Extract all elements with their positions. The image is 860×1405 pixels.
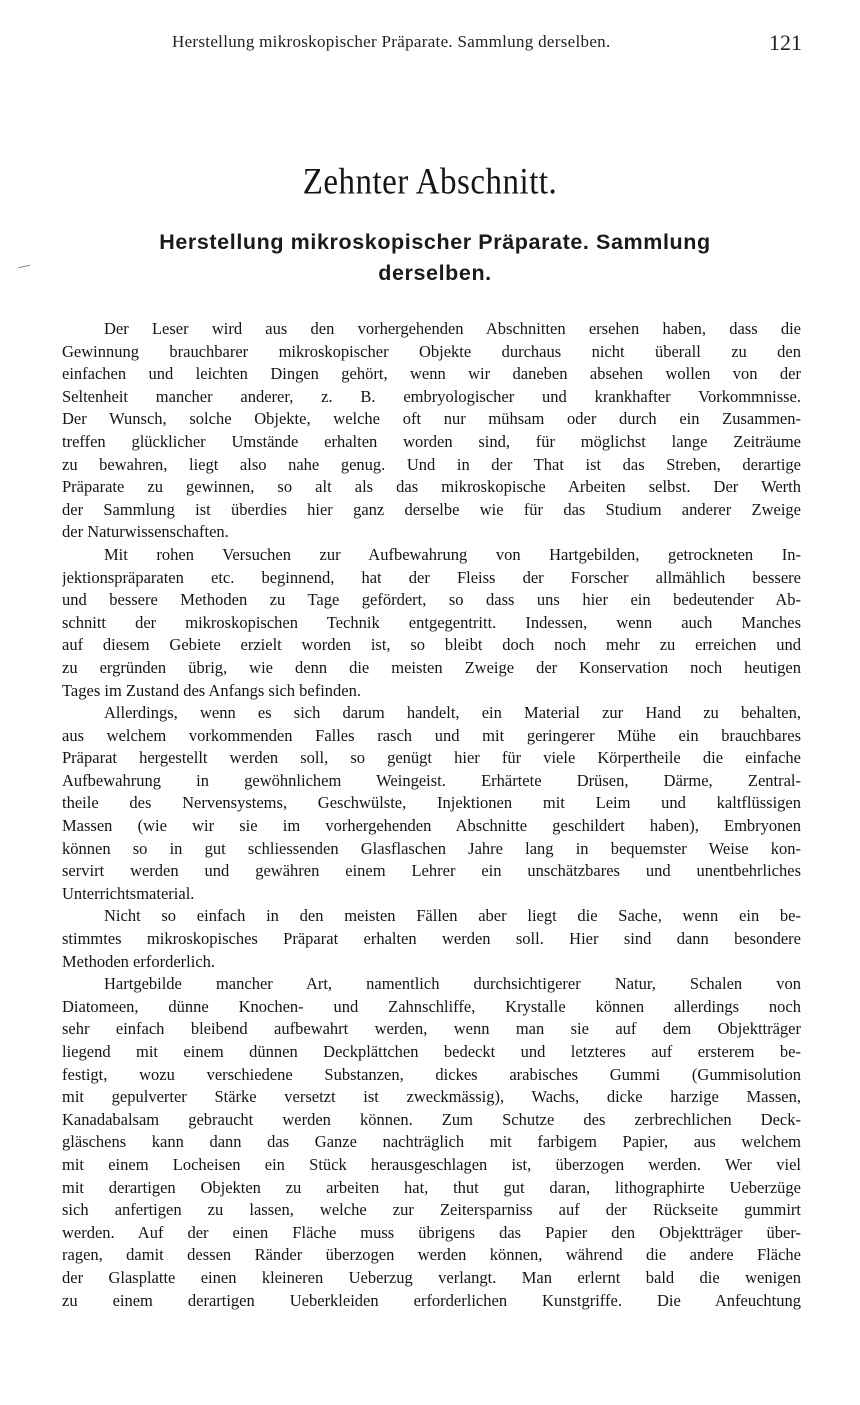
text-line: servirt werden und gewähren einem Lehrer ein unschätzbares und unentbehrliches [62,861,801,881]
text-line: Gewinnung brauchbarer mikroskopischer Objekte durchaus nicht überall zu den [62,341,801,361]
text-line: zu einem derartigen Ueberkleiden erforderlichen Kunstgriffe. Die Anfeuchtung [62,1290,801,1310]
text-line: mit derartigen Objekten zu arbeiten hat, thut gut daran, lithographirte Ueberzüge [62,1177,801,1197]
text-line: einfachen und leichten Dingen gehört, wenn wir daneben absehen wollen von der [62,364,801,384]
text-line: Kanadabalsam gebraucht werden können. Zum Schutze des zerbrechlichen Deck- [62,1109,801,1129]
chapter-title: Zehnter Abschnitt. [302,162,558,203]
text-line: der Naturwissenschaften. [62,522,229,542]
text-line: können so in gut schliessenden Glasflaschen Jahre lang in bequemster Weise kon- [62,838,801,858]
body-text [62,318,801,1312]
text-line: Methoden erforderlich. [62,951,216,971]
text-line: sich anfertigen zu lassen, welche zur Zeitersparniss auf der Rückseite gummirt [62,1200,801,1220]
text-line: gläschens kann dann das Ganze nachträglich mit farbigem Papier, aus welchem [62,1132,801,1152]
text-line: jektionspräparaten etc. beginnend, hat der Fleiss der Forscher allmählich bessere [62,567,801,587]
text-line: Nicht so einfach in den meisten Fällen aber liegt die Sache, wenn ein be- [104,906,801,926]
text-line: Seltenheit mancher anderer, z. B. embryologischer und krankhafter Vorkommnisse. [62,386,801,406]
text-line: Präparate zu gewinnen, so alt als das mikroskopische Arbeiten selbst. Der Werth [62,477,801,497]
text-line: sehr einfach bleibend aufbewahrt werden, wenn man sie auf dem Objektträger [62,1019,801,1039]
text-line: liegend mit einem dünnen Deckplättchen bedeckt und letzteres auf ersterem be- [62,1042,801,1061]
text-line: mit gepulverter Stärke versetzt ist zweckmässig), Wachs, dicke harzige Massen, [62,1087,801,1107]
text-line: Diatomeen, dünne Knochen- und Zahnschliffe, Krystalle können allerdings noch [62,996,801,1016]
text-line: zu bewahren, liegt also nahe genug. Und in der That ist das Streben, derartige [62,454,801,474]
text-line: Massen (wie wir sie im vorhergehenden Abschnitte geschildert haben), Embryonen [62,816,801,836]
text-line: Mit rohen Versuchen zur Aufbewahrung von Hartgebilden, getrockneten In- [104,544,801,564]
text-line: treffen glücklicher Umstände erhalten worden sind, für möglichst lange Zeiträume [62,431,801,451]
section-title-line-1: Herstellung mikroskopischer Präparate. Sammlung [159,230,711,254]
text-line: Präparat hergestellt werden soll, so genügt hier für viele Körpertheile die einfache [62,748,801,768]
text-line: schnitt der mikroskopischen Technik entgegentritt. Indessen, wenn auch Manches [62,612,801,632]
text-line: Der Wunsch, solche Objekte, welche oft nur mühsam oder durch ein Zusammen- [62,409,801,429]
text-line: Allerdings, wenn es sich darum handelt, ein Material zur Hand zu behalten, [104,703,801,723]
margin-mark [18,265,30,268]
text-line: stimmtes mikroskopisches Präparat erhalten werden soll. Hier sind dann besondere [62,929,801,949]
text-line: und bessere Methoden zu Tage gefördert, so dass uns hier ein bedeutender Ab- [62,590,801,610]
running-head: Herstellung mikroskopischer Präparate. Sammlung derselben. [172,32,611,51]
text-line: Hartgebilde mancher Art, namentlich durchsichtigerer Natur, Schalen von [104,974,801,994]
text-line: Aufbewahrung in gewöhnlichem Weingeist. Erhärtete Drüsen, Därme, Zentral- [62,770,801,790]
text-line: mit einem Locheisen ein Stück herausgeschlagen ist, überzogen werden. Wer viel [62,1154,801,1174]
text-line: Der Leser wird aus den vorhergehenden Abschnitten ersehen haben, dass die [104,319,801,338]
text-line: aus welchem vorkommenden Falles rasch und mit geringerer Mühe ein brauchbares [62,725,801,745]
page-number: 121 [769,30,802,55]
text-line: ragen, damit dessen Ränder überzogen werden können, während die andere Fläche [62,1245,801,1265]
text-line: auf diesem Gebiete erzielt worden ist, so bleibt doch noch mehr zu erreichen und [62,635,801,655]
text-line: Unterrichtsmaterial. [62,883,195,903]
text-line: theile des Nervensystems, Geschwülste, Injektionen mit Leim und kaltflüssigen [62,793,801,813]
section-title [105,227,765,289]
text-line: zu ergründen übrig, wie denn die meisten Zweige der Konservation noch heutigen [62,657,801,677]
section-title-line-2: derselben. [378,261,492,285]
text-line: der Glasplatte einen kleineren Ueberzug verlangt. Man erlernt bald die wenigen [62,1267,801,1287]
text-line: festigt, wozu verschiedene Substanzen, dickes arabisches Gummi (Gummisolution [62,1064,801,1084]
text-line: werden. Auf der einen Fläche muss übrigens das Papier den Objektträger über- [62,1222,801,1242]
text-line: der Sammlung ist überdies hier ganz derselbe wie für das Studium anderer Zweige [62,499,801,519]
text-line: Tages im Zustand des Anfangs sich befinden. [62,680,361,700]
